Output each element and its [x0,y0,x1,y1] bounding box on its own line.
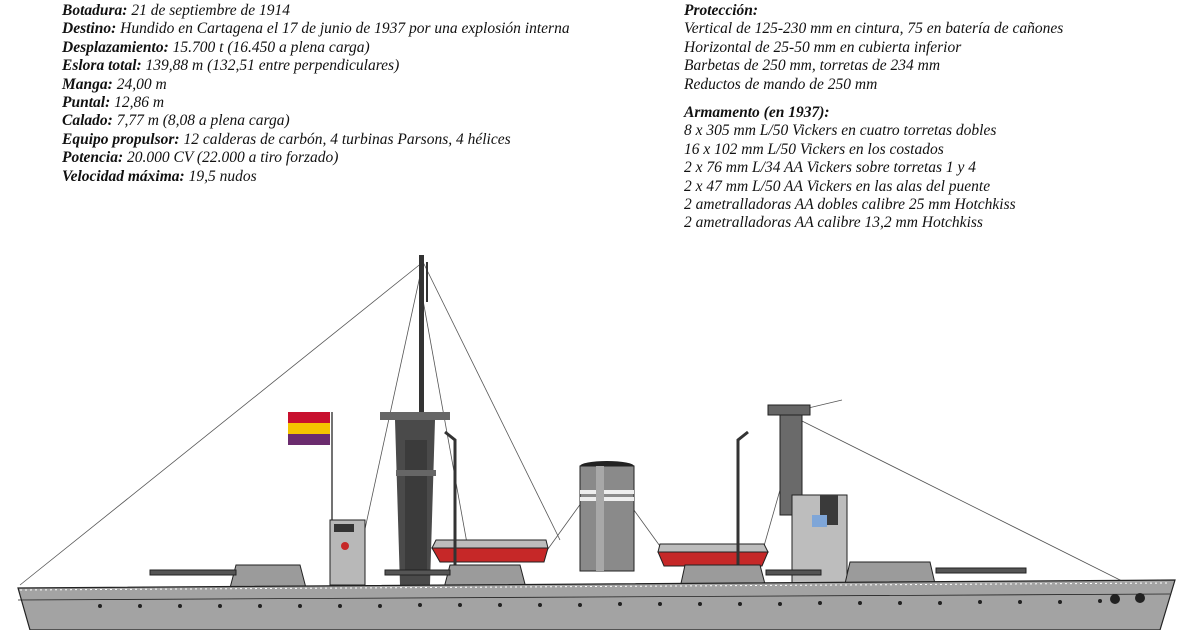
spec-value: Hundido en Cartagena el 17 de junio de 1937 por una explosión interna [120,20,570,38]
foremast [380,255,450,585]
armamento-line: 2 ametralladoras AA calibre 13,2 mm Hotchkiss [684,214,983,232]
spec-row [62,168,672,186]
armamento-heading: Armamento (en 1937): [684,104,830,122]
spec-row [62,20,672,38]
proteccion-line: Vertical de 125-230 mm en cintura, 75 en batería de cañones [684,20,1064,38]
spec-row [62,57,672,75]
spec-label: Manga: [62,75,113,93]
armamento-line: 8 x 305 mm L/50 Vickers en cuatro torretas dobles [684,122,997,140]
spec-label: Velocidad máxima: [62,167,185,185]
armamento-line: 2 x 76 mm L/34 AA Vickers sobre torretas 1 y 4 [684,159,977,177]
battleship-profile-drawing [0,250,1200,630]
forward-bridge [330,520,365,585]
spec-value: 21 de septiembre de 1914 [131,2,291,19]
spec-value: 20.000 CV (22.000 a tiro forzado) [127,149,339,167]
spec-value: 12 calderas de carbón, 4 turbinas Parsons, 4 hélices [183,130,511,148]
spec-value: 7,77 m (8,08 a plena carga) [116,112,290,130]
specs-right [684,2,1194,233]
armamento-line: 2 x 47 mm L/50 AA Vickers en las alas del puente [684,177,991,195]
spec-row [62,76,672,94]
spec-row [62,39,672,57]
turret-1 [230,565,306,588]
mainmast [768,405,847,585]
spec-label: Potencia: [62,149,124,167]
funnel [580,461,634,571]
hull [18,580,1175,630]
proteccion-line: Horizontal de 25-50 mm en cubierta inferior [684,38,962,56]
spec-label: Puntal: [62,94,111,112]
proteccion-heading: Protección: [684,2,759,19]
boat-aft [658,552,768,566]
spec-value: 24,00 m [116,75,167,93]
spec-label: Destino: [62,20,117,38]
flag-stripe-red [288,412,330,423]
spec-value: 19,5 nudos [188,167,257,185]
spec-label: Eslora total: [62,57,142,75]
spec-label: Botadura: [62,2,128,19]
armamento-line: 16 x 102 mm L/50 Vickers en los costados [684,140,944,158]
specs-left [62,2,672,186]
spec-label: Calado: [62,112,113,130]
flag-stripe-yellow [288,423,330,434]
spec-value: 15.700 t (16.450 a plena carga) [172,38,370,56]
spec-value: 139,88 m (132,51 entre perpendiculares) [145,57,400,75]
spec-label: Desplazamiento: [62,38,169,56]
spec-row [62,2,672,20]
proteccion-line: Barbetas de 250 mm, torretas de 234 mm [684,57,941,75]
flag-stripe-purple [288,434,330,445]
rigging [20,262,1130,585]
spec-row [62,94,672,112]
spec-row [62,131,672,149]
proteccion-line: Reductos de mando de 250 mm [684,75,878,93]
armamento-line: 2 ametralladoras AA dobles calibre 25 mm Hotchkiss [684,196,1016,214]
spec-row [62,112,672,130]
spec-row [62,149,672,167]
spec-value: 12,86 m [114,94,165,112]
republic-flag [288,412,332,525]
spec-label: Equipo propulsor: [62,130,180,148]
boat-forward [432,548,548,562]
